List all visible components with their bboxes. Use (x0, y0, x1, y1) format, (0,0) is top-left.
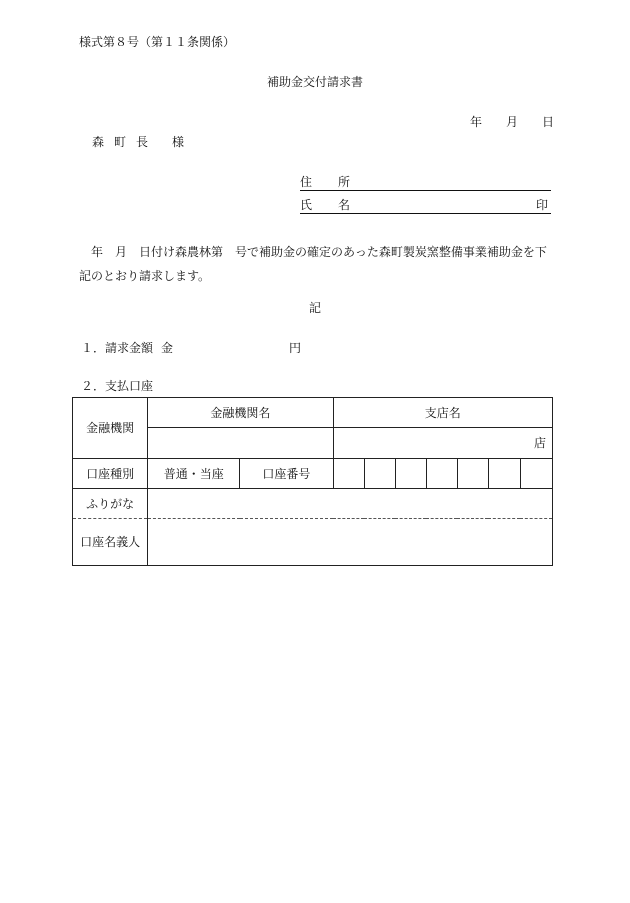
account-holder-label: 口座名義人 (73, 519, 148, 566)
request-statement: 年 月 日付け森農林第 号で補助金の確定のあった森町製炭窯整備事業補助金を下記のとおり請求します。 (79, 245, 547, 283)
name-label-1: 氏 (300, 198, 313, 212)
branch-suffix: 店 (533, 436, 546, 450)
form-number: 様式第８号（第１１条関係） (79, 35, 236, 49)
name-field[interactable] (300, 199, 551, 214)
account-digit-1[interactable] (333, 459, 364, 489)
account-heading: ２．支払口座 (81, 379, 154, 393)
account-digit-2[interactable] (364, 459, 395, 489)
bank-account-table (72, 397, 553, 566)
furigana-label: ふりがな (73, 489, 148, 519)
request-yen: 円 (289, 341, 302, 355)
account-number-label: 口座番号 (240, 459, 333, 489)
document-title: 補助金交付請求書 (266, 75, 363, 89)
institution-name-header: 金融機関名 (148, 398, 333, 428)
account-digit-5[interactable] (457, 459, 488, 489)
address-field[interactable] (300, 176, 551, 191)
account-type-value[interactable]: 普通・当座 (148, 459, 240, 489)
branch-name-input[interactable] (333, 428, 553, 459)
date-day-label: 日 (542, 115, 555, 129)
institution-label: 金融機関 (73, 398, 148, 459)
account-digit-6[interactable] (488, 459, 520, 489)
name-label-2: 名 (338, 198, 351, 212)
account-holder-input[interactable] (148, 519, 553, 566)
address-label-2: 所 (338, 175, 351, 189)
seal-mark: 印 (536, 198, 549, 212)
account-digit-4[interactable] (426, 459, 457, 489)
addressee-cho: 長 (136, 135, 149, 149)
date-month-label: 月 (506, 115, 519, 129)
account-digit-7[interactable] (520, 459, 552, 489)
furigana-input[interactable] (148, 489, 553, 519)
account-type-label: 口座種別 (73, 459, 148, 489)
date-year-label: 年 (470, 115, 483, 129)
request-kin: 金 (161, 341, 174, 355)
addressee-honorific: 様 (172, 135, 185, 149)
request-amount-label: １．請求金額 (81, 341, 154, 355)
branch-name-header: 支店名 (333, 398, 553, 428)
addressee-machi: 町 (114, 135, 127, 149)
account-digit-3[interactable] (395, 459, 426, 489)
addressee-town: 森 (92, 135, 105, 149)
ki-heading: 記 (308, 301, 321, 315)
address-label-1: 住 (300, 175, 313, 189)
institution-name-input[interactable] (148, 428, 333, 459)
